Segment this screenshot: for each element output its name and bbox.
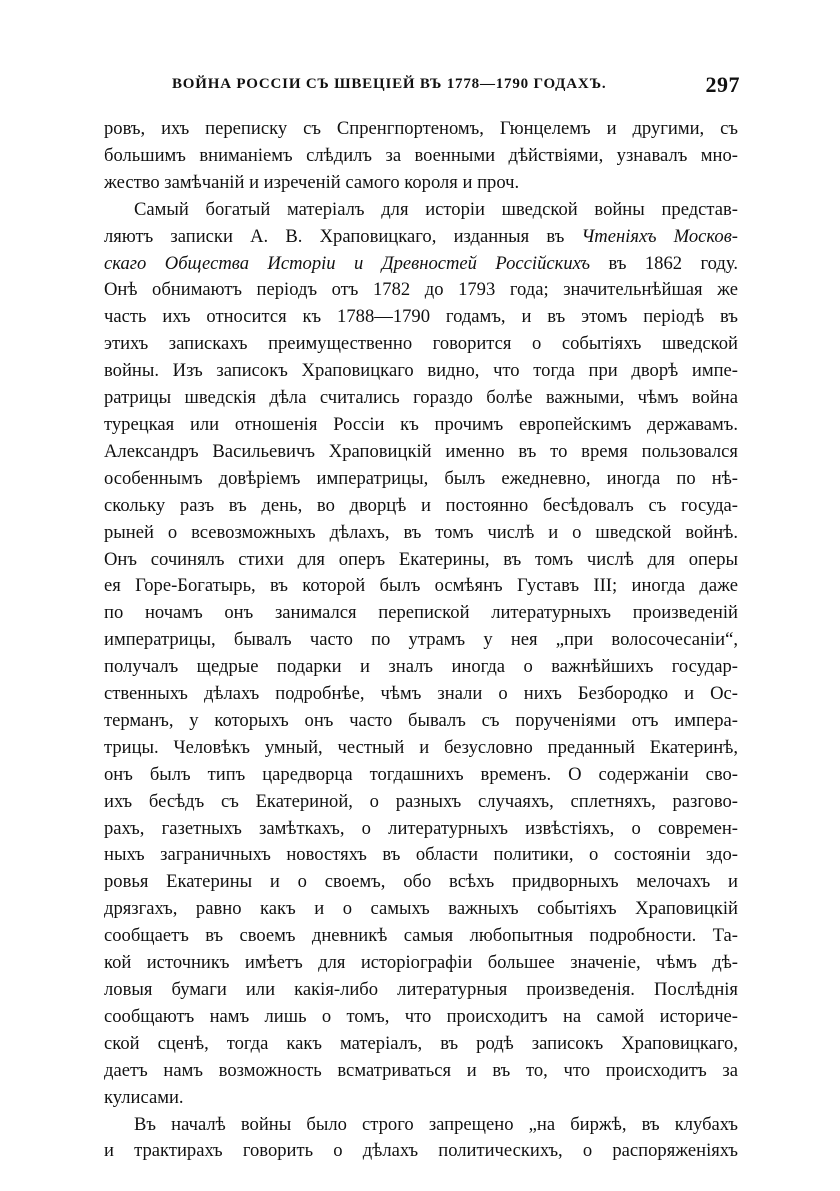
text-segment: въ 1862 году. [590,252,738,274]
paragraph [104,197,738,1112]
text-line [104,869,738,896]
text-segment: Онѣ обнимаютъ періодъ отъ 1782 до 1793 года; значительнѣйшая же [104,279,738,301]
text-segment: кой источникъ имѣетъ для исторіографіи большее значеніе, чѣмъ дѣ- [104,952,738,974]
text-line [104,708,738,735]
text-line [104,466,738,493]
text-line [104,277,738,304]
text-segment: особеннымъ довѣріемъ императрицы, былъ ежедневно, иногда по нѣ- [104,467,738,489]
italic-text: скаго Общества Исторіи и Древностей Россійскихъ [104,252,591,274]
text-line [104,923,738,950]
text-line [104,116,738,143]
running-head [100,70,740,102]
text-line [104,600,738,627]
text-segment: и трактирахъ говорить о дѣлахъ политическихъ, о распоряженіяхъ [104,1140,738,1162]
text-segment: Самый богатый матеріалъ для исторіи шведской войны представ- [134,198,738,220]
text-segment: ныхъ заграничныхъ новостяхъ въ области политики, о состояніи здо- [104,844,738,866]
text-line [104,1004,738,1031]
text-segment: ляютъ записки А. В. Храповицкаго, изданныя въ [104,225,582,247]
text-line [104,627,738,654]
text-segment: ственныхъ дѣлахъ подробнѣе, чѣмъ знали о нихъ Безбородко и Ос- [104,683,738,705]
text-segment: рахъ, газетныхъ замѣткахъ, о литературныхъ извѣстіяхъ, о современ- [104,817,738,839]
text-segment: этихъ запискахъ преимущественно говорится о событіяхъ шведской [104,333,738,355]
body-text [104,116,738,1165]
page-number: 297 [705,72,740,97]
text-line [104,224,738,251]
text-segment: ловыя бумаги или какія-либо литературныя произведенія. Послѣднія [104,979,738,1000]
text-line [104,762,738,789]
text-segment: Александръ Васильевичъ Храповицкій именно въ то время пользовался [104,440,738,462]
text-segment: войны. Изъ записокъ Храповицкаго видно, что тогда при дворѣ импе- [104,360,738,382]
text-segment: скольку разъ въ день, во дворцѣ и постоянно бесѣдовалъ съ госуда- [104,494,738,516]
paragraph [104,1112,738,1166]
text-segment: получалъ щедрые подарки и зналъ иногда о важнѣйшихъ государ- [104,656,738,678]
text-line [104,439,738,466]
text-line [104,170,738,197]
text-segment: сообщаетъ въ своемъ дневникѣ самыя любопытныя подробности. Та- [104,925,738,947]
text-line [104,789,738,816]
text-line [104,143,738,170]
text-line [104,304,738,331]
text-line [104,1138,738,1165]
text-line [104,950,738,977]
text-segment: ея Горе-Богатырь, въ которой былъ осмѣянъ Густавъ III; иногда даже [104,575,738,597]
text-line [104,1031,738,1058]
text-line [104,1058,738,1085]
text-segment: рыней о всевозможныхъ дѣлахъ, въ томъ числѣ и о шведской войнѣ. [104,521,738,543]
text-segment: Въ началѣ войны было строго запрещено „на биржѣ, въ клубахъ [134,1113,738,1135]
text-segment: трицы. Человѣкъ умный, честный и безусловно преданный Екатеринѣ, [104,736,738,758]
text-segment: онъ былъ типъ царедворца тогдашнихъ временъ. О содержаніи сво- [104,763,738,785]
text-line [104,547,738,574]
text-line [104,1112,738,1139]
text-line [104,412,738,439]
text-segment: жество замѣчаній и изреченій самого короля и проч. [104,171,520,193]
text-segment: императрицы, бывалъ часто по утрамъ у нея „при волосочесаніи“, [104,629,738,651]
text-line [104,493,738,520]
text-line [104,385,738,412]
text-line [104,573,738,600]
text-line [104,251,738,278]
text-line [104,735,738,762]
paragraph [104,116,738,197]
text-line [104,977,738,1004]
text-segment: часть ихъ относится къ 1788—1790 годамъ, и въ этомъ періодѣ въ [104,306,738,328]
text-segment: даетъ намъ возможность всматриваться и въ то, что происходитъ за [104,1059,738,1081]
text-segment: сообщаютъ намъ лишь о томъ, что происходитъ на самой историче- [104,1005,738,1027]
text-line [104,358,738,385]
text-segment: кулисами. [104,1086,184,1108]
text-segment: дрязгахъ, равно какъ и о самыхъ важныхъ событіяхъ Храповицкій [104,898,738,920]
text-line [104,654,738,681]
text-line [104,896,738,923]
text-segment: по ночамъ онъ занимался перепиской литературныхъ произведеній [104,602,738,624]
text-segment: ихъ бесѣдъ съ Екатериной, о разныхъ случаяхъ, сплетняхъ, разгово- [104,790,738,812]
running-title: ВОЙНА РОССІИ СЪ ШВЕЦІЕЙ ВЪ 1778—1790 ГОДАХЪ. [172,76,607,92]
text-segment: ской сценѣ, тогда какъ матеріалъ, въ родѣ записокъ Храповицкаго, [104,1032,738,1054]
text-segment: большимъ вниманіемъ слѣдилъ за военными дѣйствіями, узнавалъ мно- [104,144,738,166]
text-line [104,681,738,708]
text-segment: турецкая или отношенія Россіи къ прочимъ европейскимъ державамъ. [104,413,738,435]
text-line [104,331,738,358]
text-segment: Онъ сочинялъ стихи для оперъ Екатерины, въ томъ числѣ для оперы [104,548,738,570]
text-line [104,197,738,224]
text-line [104,816,738,843]
text-line [104,842,738,869]
text-line [104,1085,738,1112]
text-segment: терманъ, у которыхъ онъ часто бывалъ съ порученіями отъ импера- [104,709,738,731]
text-segment: ровъ, ихъ переписку съ Спренгпортеномъ, Гюнцелемъ и другими, съ [104,118,738,139]
text-line [104,520,738,547]
text-segment: ратрицы шведскія дѣла считались гораздо болѣе важными, чѣмъ война [104,387,738,409]
text-segment: ровья Екатерины и о своемъ, обо всѣхъ придворныхъ мелочахъ и [104,871,738,893]
italic-text: Чтеніяхъ Москов- [581,225,738,247]
